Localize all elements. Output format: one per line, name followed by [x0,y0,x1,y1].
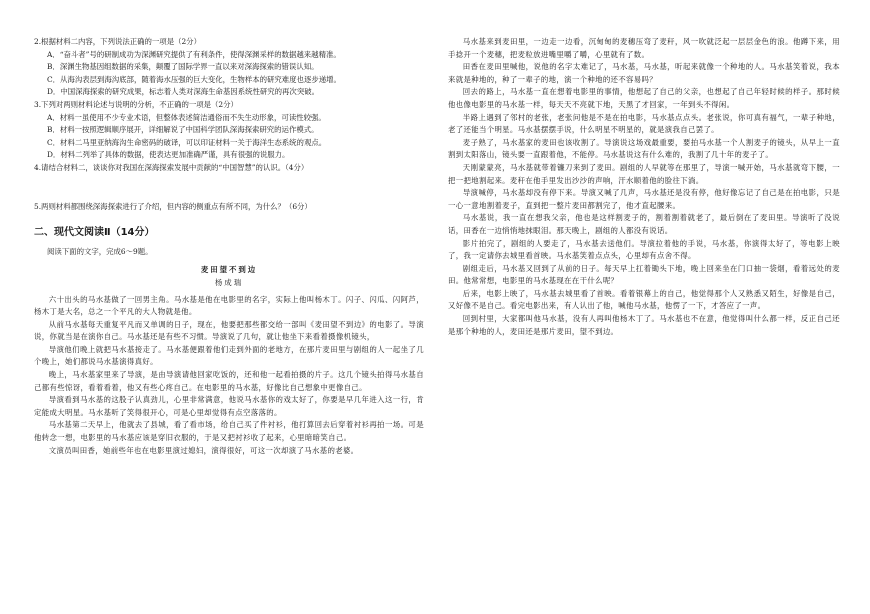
question-2-option-a: A．“奋斗者”号的研制成功为深渊研究提供了有利条件，使得深渊采样的数据越来越精准。 [47,49,341,59]
article-paragraph: 马水基来到麦田里，一边走一边看，沉甸甸的麦穗压弯了麦秆，风一吹就泛起一层层金色的浪。他蹲下来，用手捻开一个麦穗，把麦粒放进嘴里嚼了嚼，心里就有了数。 [448,37,840,59]
question-3-stem: 3.下列对两则材料论述与说明的分析，不正确的一项是（2分） [34,99,238,109]
article-paragraph: 天刚蒙蒙亮，马水基就带着镰刀来到了麦田。剧组的人早就等在那里了，导演一喊开始，马水基就弯下腰，一把一把地割起来。麦秆在他手里发出沙沙的声响，汗水顺着他的脸往下淌。 [448,162,840,185]
reading-instruction: 阅读下面的文字，完成6～9题。 [47,246,153,256]
article-paragraph: 田香在麦田里喊他，说他的名字太难记了，马水基，马水基，听起来就像一个种地的人。马水基笑着说，我本来就是种地的，种了一辈子的地，演一个种地的还不容易吗？ [448,62,840,84]
article-paragraph: 马水基第二天早上，他就去了县城，看了看市场，给自己买了件衬衫，他打算回去后穿着衬衫再拍一场。可是他转念一想，电影里的马水基应该是穿旧衣服的，于是又把衬衫收了起来，心里暗暗笑自己。 [34,420,424,443]
right-column [448,36,840,338]
article-paragraph: 导演他们晚上就把马水基接走了。马水基便跟着他们走到外面的老地方，在那片麦田里与剧组的人一起坐了几个晚上，她们都说马水基演得真好。 [34,344,424,367]
article-title: 麦田望不到边 [200,265,258,275]
question-2-stem: 2.根据材料二内容，下列说法正确的一项是（2分） [34,37,201,46]
answer-space [34,175,424,201]
article-paragraph: 麦子熟了，马水基家的麦田也该收割了。导演说这场戏最重要，要拍马水基一个人割麦子的镜头，从早上一直割到太阳落山，镜头要一直跟着他，不能停。马水基说这有什么难的，我割了几十年的麦子了。 [448,137,840,160]
left-column [34,36,424,457]
article-paragraph: 后来，电影上映了，马水基去城里看了首映。看着银幕上的自己，他觉得那个人又熟悉又陌生，好像是自己，又好像不是自己。看完电影出来，有人认出了他，喊他马水基，他愣了一下，才答应了一声。 [448,288,840,311]
article-paragraph: 剧组走后，马水基又回到了从前的日子。每天早上扛着锄头下地，晚上回来坐在门口抽一袋烟，看着远处的麦田。他常常想，电影里的马水基现在在干什么呢？ [448,263,840,286]
article-paragraph: 导演看到马水基的这股子认真劲儿，心里非常满意，他说马水基你的戏太好了，你要是早几年进入这一行，肯定能成大明星。马水基听了笑得很开心，可是心里却觉得有点空落落的。 [34,395,424,417]
article-paragraph: 马水基说，我一直在想我父亲，他也是这样割麦子的，割着割着就老了，最后倒在了麦田里。导演听了没说话，田香在一边悄悄地抹眼泪。那天晚上，剧组的人都没有说话。 [448,213,840,235]
article-paragraph: 回到村里，大家都叫他马水基，没有人再叫他杨木丁了。马水基也不在意，他觉得叫什么都一样，反正自己还是那个种地的人，麦田还是那片麦田，望不到边。 [448,314,840,336]
question-3-option-c: C．材料二马里亚纳海沟生命密码的破译，可以印证材料一关于海洋生态系统的观点。 [47,137,327,147]
question-2-option-c: C．从海沟表层到海沟底部，随着海水压强的巨大变化，生物样本的研究难度也逐步递增。 [47,74,341,84]
article-paragraph: 从前马水基每天重复平凡而又单调的日子，现在，他要把那些都交给一部叫《麦田望不到边》的电影了。导演说，你就当是在演你自己。马水基还是有些不习惯。导演说了几句，就让他坐下来看着摄像机镜头， [34,319,424,342]
article-author: 杨成瑞 [214,277,244,287]
article-paragraph: 文演员叫田香，她前些年也在电影里演过媳妇，演得很好，可这一次却演了马水基的老婆。 [48,445,359,455]
article-paragraph: 半路上遇到了邻村的老张，老张问他是不是在拍电影，马水基点点头。老张说，你可真有福气，一辈子种地，老了还能当个明星。马水基摆摆手说，什么明星不明星的，就是演我自己罢了。 [448,112,840,135]
article-paragraph: 导演喊停，马水基却没有停下来。导演又喊了几声，马水基还是没有停，他好像忘记了自己是在拍电影，只是一心一意地割着麦子，直到把一整片麦田都割完了，他才直起腰来。 [448,188,840,210]
question-3-option-b: B．材料一按照逻辑顺序展开，详细解说了中国科学团队深海探索研究的运作模式。 [47,125,319,135]
article-paragraph: 晚上，马水基家里来了导演，是由导演请他回家吃饭的，还和他一起看拍摄的片子。这几个镜头拍得马水基自己都有些惊讶，看着看着，他又有些心疼自己。在电影里的马水基，好像比自己想象中更像自己。 [34,370,424,392]
question-5: 5.两则材料都围绕深海探索进行了介绍，但内容的侧重点有所不同，为什么？（6分） [34,201,312,211]
question-3-option-a: A．材料一虽使用不少专业术语，但整体表述简洁通俗而不失生动形象，可读性较强。 [47,112,326,122]
section-title: 二、现代文阅读Ⅱ（14分） [34,227,155,239]
question-4: 4.请结合材料二，谈谈你对我国在深海探索发展中贡献的“中国智慧”的认识。（4分） [34,162,309,172]
question-2-option-b: B．深渊生物基因组数据的采集，颠覆了国际学界一直以来对深海探索的错误认知。 [47,62,319,72]
article-paragraph: 六十出头的马水基做了一回男主角。马水基是他在电影里的名字，实际上他叫杨木丁。闪子、闪瓜、闪阿芦，杨木丁是大名，总之一个平凡的大人物就是他。 [34,294,424,317]
question-3-option-d: D．材料二列举了具体的数据，使表达更加准确严谨，具有很强的说服力。 [47,150,290,160]
question-2-option-d: D．中国深海探索的研究成果，标志着人类对深海生命基因系统性研究的再次突破。 [47,87,319,97]
article-paragraph: 影片拍完了，剧组的人要走了，马水基去送他们。导演拉着他的手说，马水基，你演得太好了，等电影上映了，我一定请你去城里看首映。马水基笑着点点头，心里却有点舍不得。 [448,238,840,261]
article-paragraph: 回去的路上，马水基一直在想着电影里的事情，他想起了自己的父亲，也想起了自己年轻时候的样子。那时候他也像电影里的马水基一样，每天天不亮就下地，天黑了才回家，一年到头不得闲。 [448,87,840,109]
